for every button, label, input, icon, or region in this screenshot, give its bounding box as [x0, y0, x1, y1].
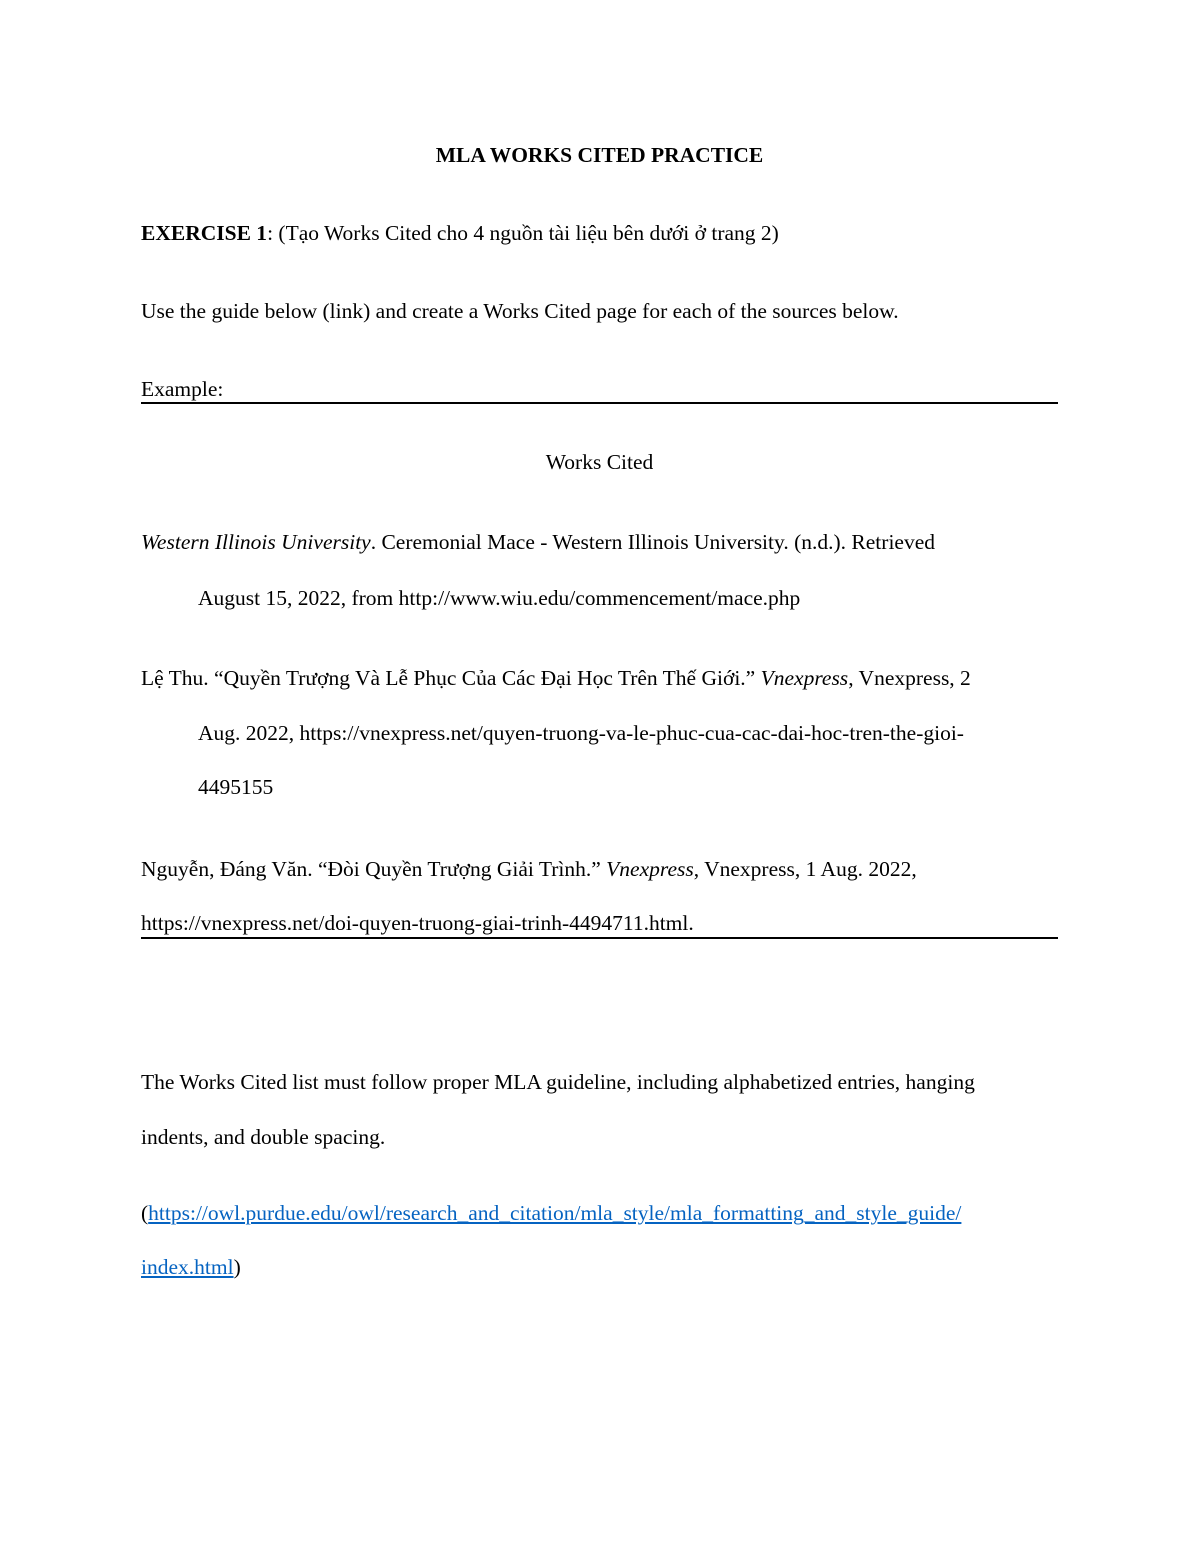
- citation-2-line-1: [141, 666, 971, 692]
- guide-link-line-1: [141, 1201, 961, 1227]
- citation-3-line-2: https://vnexpress.net/doi-quyen-truong-giai-trinh-4494711.html.: [141, 911, 694, 935]
- exercise-label: EXERCISE 1: [141, 221, 268, 245]
- citation-2-line-2: Aug. 2022, https://vnexpress.net/quyen-truong-va-le-phuc-cua-cac-dai-hoc-tren-the-gioi-: [198, 721, 964, 745]
- citation-1-line-1: [141, 530, 935, 556]
- guideline-note-line-1: The Works Cited list must follow proper MLA guideline, including alphabetized entries, hanging: [141, 1070, 975, 1094]
- guide-link-open-paren: (: [141, 1201, 149, 1225]
- example-bottom-rule: [141, 937, 1058, 939]
- instructions-text: Use the guide below (link) and create a Works Cited page for each of the sources below.: [141, 299, 899, 323]
- guideline-note-line-2: indents, and double spacing.: [141, 1125, 386, 1149]
- guide-link-close-paren: ): [233, 1255, 241, 1279]
- guide-link-line-2: [141, 1255, 241, 1281]
- example-label: Example:: [141, 377, 224, 401]
- citation-2-italic-source: Vnexpress: [760, 666, 849, 690]
- citation-1-line-2: August 15, 2022, from http://www.wiu.edu/commencement/mace.php: [198, 586, 801, 610]
- works-cited-heading: Works Cited: [545, 450, 654, 474]
- citation-1-italic-title: Western Illinois University: [141, 530, 371, 554]
- exercise-description: : (Tạo Works Cited cho 4 nguồn tài liệu bên dưới ở trang 2): [267, 221, 779, 245]
- guide-link-url-part-2[interactable]: index.html: [141, 1255, 234, 1279]
- citation-3-author-title: Nguyễn, Đáng Văn. “Đòi Quyền Trượng Giải Trình.”: [141, 857, 607, 881]
- citation-3-italic-source: Vnexpress: [606, 857, 694, 881]
- citation-3-line-1: [141, 857, 917, 883]
- exercise-heading: [141, 221, 779, 247]
- guide-link-url-part-1[interactable]: https://owl.purdue.edu/owl/research_and_citation/mla_style/mla_formatting_and_style_guide/: [148, 1201, 962, 1225]
- citation-2-publisher: , Vnexpress, 2: [848, 666, 971, 690]
- citation-2-author-title: Lệ Thu. “Quyền Trượng Và Lễ Phục Của Các Đại Học Trên Thế Giới.”: [141, 666, 761, 690]
- example-top-rule: [141, 402, 1058, 404]
- citation-3-publisher: , Vnexpress, 1 Aug. 2022,: [693, 857, 917, 881]
- citation-1-rest: . Ceremonial Mace - Western Illinois University. (n.d.). Retrieved: [370, 530, 935, 554]
- page-title: MLA WORKS CITED PRACTICE: [435, 143, 764, 167]
- citation-2-line-3: 4495155: [198, 775, 274, 799]
